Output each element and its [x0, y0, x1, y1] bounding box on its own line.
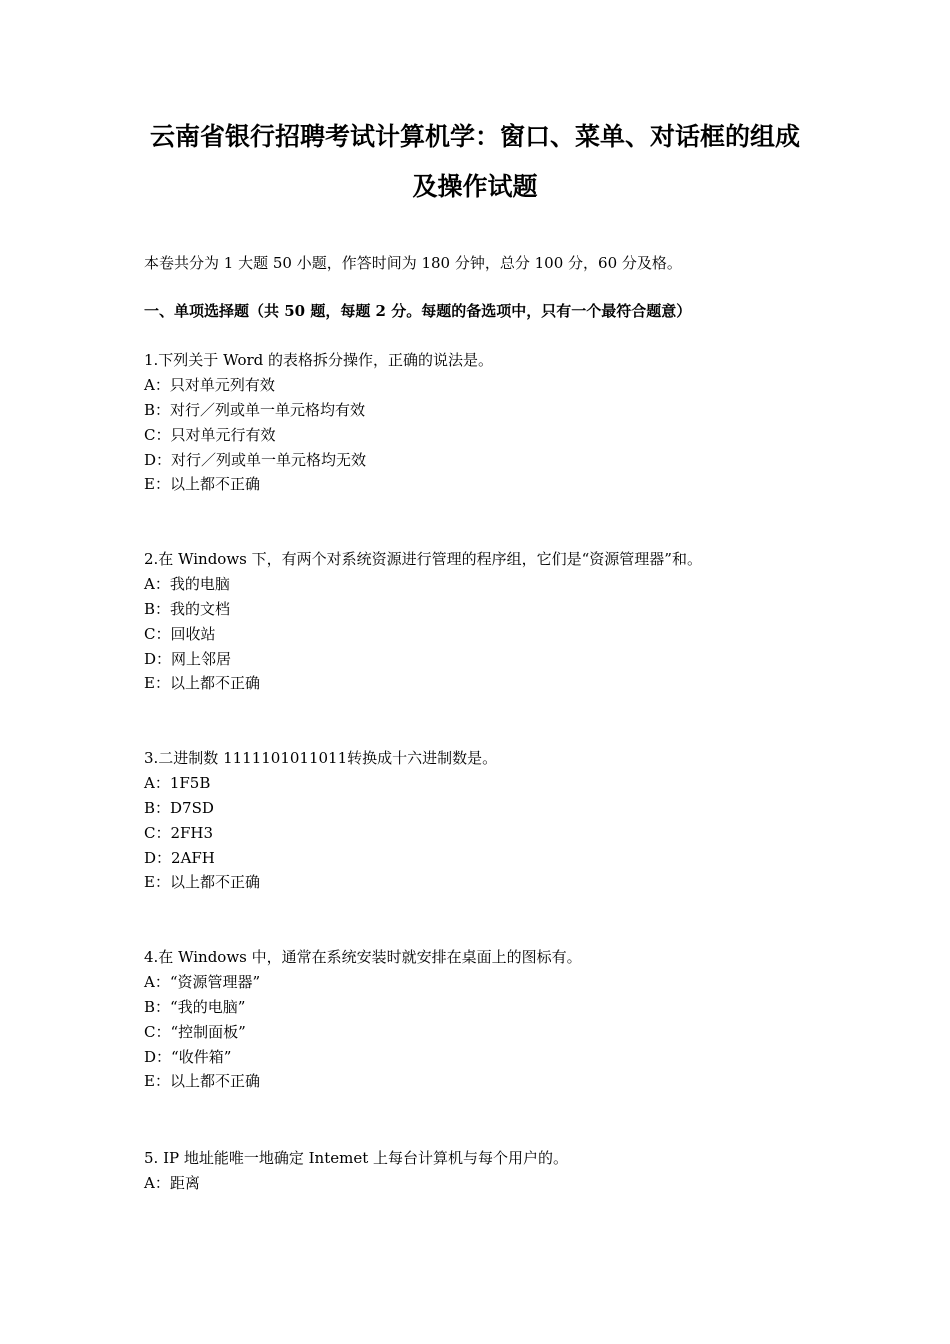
document-title-line-2: 及操作试题: [412, 172, 538, 201]
option-a: A：1F5B: [144, 773, 211, 792]
option-b: B：对行／列或单一单元格均有效: [144, 400, 366, 419]
option-d: D：2AFH: [144, 848, 215, 867]
option-a: A：我的电脑: [144, 574, 230, 593]
option-a: A：“资源管理器”: [144, 972, 261, 991]
option-a: A：只对单元列有效: [144, 375, 275, 394]
question-3: [144, 746, 824, 895]
option-c: C：“控制面板”: [144, 1022, 246, 1041]
option-c: C：只对单元行有效: [144, 425, 276, 444]
option-e: E：以上都不正确: [144, 873, 260, 892]
option-d: D：网上邻居: [144, 649, 232, 668]
option-b: B：我的文档: [144, 599, 231, 618]
question-1: [144, 348, 824, 497]
option-d: D：“收件箱”: [144, 1047, 232, 1066]
question-4: [144, 945, 824, 1094]
question-stem: 3.二进制数 1111101011011转换成十六进制数是。: [144, 749, 498, 767]
question-stem: 5. IP 地址能唯一地确定 Intemet 上每台计算机与每个用户的。: [144, 1149, 569, 1167]
exam-intro: 本卷共分为 1 大题 50 小题，作答时间为 180 分钟，总分 100 分，60 分及格。: [144, 254, 682, 272]
question-stem: 4.在 Windows 中，通常在系统安装时就安排在桌面上的图标有。: [144, 948, 582, 966]
option-c: C：回收站: [144, 624, 216, 643]
question-2: [144, 547, 824, 696]
option-e: E：以上都不正确: [144, 1072, 260, 1091]
option-b: B：D7SD: [144, 798, 214, 817]
section-heading: 一、单项选择题（共 50 题，每题 2 分。每题的备选项中，只有一个最符合题意）: [144, 302, 692, 320]
document-title-line-1: 云南省银行招聘考试计算机学：窗口、菜单、对话框的组成: [149, 122, 800, 151]
option-e: E：以上都不正确: [144, 674, 260, 693]
question-5: [144, 1146, 824, 1196]
question-stem: 2.在 Windows 下，有两个对系统资源进行管理的程序组，它们是“资源管理器”和。: [144, 550, 702, 568]
option-b: B：“我的电脑”: [144, 997, 246, 1016]
question-stem: 1.下列关于 Word 的表格拆分操作，正确的说法是。: [144, 351, 494, 369]
option-a: A：距离: [144, 1173, 200, 1192]
option-c: C：2FH3: [144, 823, 214, 842]
option-d: D：对行／列或单一单元格均无效: [144, 450, 367, 469]
option-e: E：以上都不正确: [144, 475, 260, 494]
